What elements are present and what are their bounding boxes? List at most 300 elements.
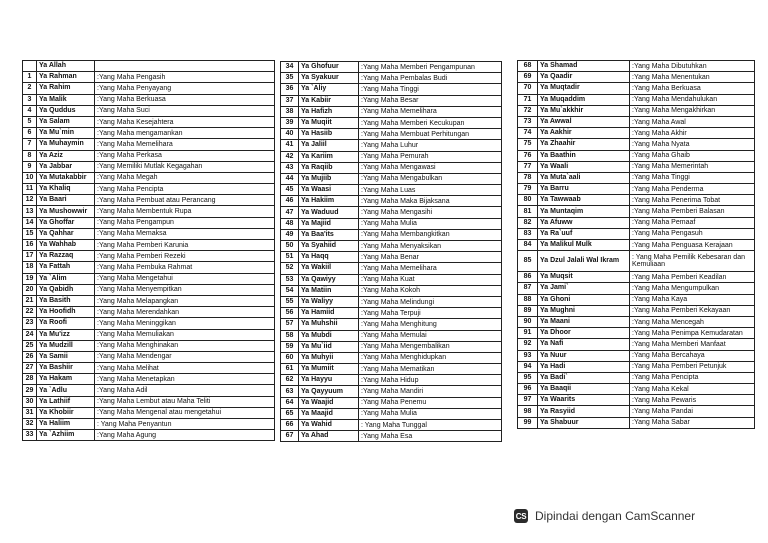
row-number: 25 [23,340,37,351]
table-row [518,150,755,161]
row-number: 89 [518,305,538,316]
row-number: 14 [23,217,37,228]
row-number: 64 [281,397,299,408]
asma-meaning: :Yang Maha Mengasihi [359,207,502,218]
asma-meaning: :Yang Memiliki Mutlak Kegagahan [95,161,275,172]
table-row [23,150,275,161]
asmaul-husna-table-3 [517,60,755,429]
asma-meaning: :Yang Maha Berkuasa [630,83,755,94]
asma-meaning: :Yang Maha Mengumpulkan [630,283,755,294]
asma-meaning: :Yang Maha Pemberi Karunia [95,240,275,251]
row-number: 45 [281,185,299,196]
asma-meaning: :Yang Maha Kuat [359,274,502,285]
table-row [518,139,755,150]
asma-name: Ya Hasiib [299,129,359,140]
asma-meaning: :Yang Maha Pengasuh [630,228,755,239]
asma-name: Ya Fattah [37,262,95,273]
row-number: 94 [518,361,538,372]
asma-name: Ya Nuur [538,350,630,361]
asma-name: Ya Muqaddim [538,94,630,105]
row-number: 95 [518,372,538,383]
asma-meaning: :Yang Maha Tinggi [359,84,502,95]
asma-name: Ya Qahhar [37,228,95,239]
row-number: 9 [23,161,37,172]
row-number: 24 [23,329,37,340]
asma-meaning: :Yang Maha Pemurah [359,151,502,162]
asma-meaning: :Yang Maha Memberi Manfaat [630,339,755,350]
row-number: 16 [23,240,37,251]
table-row [281,308,502,319]
asma-name: Ya Haliim [37,419,95,430]
table-row [281,162,502,173]
asma-name: Ya Qawiyy [299,274,359,285]
table-row [518,283,755,294]
row-number: 88 [518,294,538,305]
asma-name: Ya Qaadir [538,72,630,83]
row-number: 65 [281,408,299,419]
table-row [281,285,502,296]
asma-meaning: :Yang Maha Membuat Perhitungan [359,129,502,140]
asma-name: Ya Maani [538,316,630,327]
row-number: 61 [281,364,299,375]
camscanner-logo-icon: CS [514,509,528,523]
row-number: 10 [23,172,37,183]
asma-name: Ya Mu'izz [37,329,95,340]
row-number: 83 [518,228,538,239]
row-number: 33 [23,430,37,441]
asma-name: Ya Hamiid [299,308,359,319]
asma-name: Ya Qabidh [37,284,95,295]
asma-meaning: :Yang Maha Penyayang [95,83,275,94]
asma-meaning: :Yang Maha Memelihara [359,263,502,274]
asma-name: Ya Lathiif [37,396,95,407]
asma-meaning: :Yang Maha Melindungi [359,296,502,307]
table-row [281,274,502,285]
asma-meaning: :Yang Maha Mendahulukan [630,94,755,105]
table-row [23,251,275,262]
table-row [23,407,275,418]
table-row [518,372,755,383]
row-number: 1 [23,72,37,83]
asma-meaning: :Yang Maha Kekal [630,384,755,395]
asmaul-husna-table-1 [22,60,275,441]
table-row [518,240,755,251]
row-number: 30 [23,396,37,407]
asma-meaning: :Yang Maha Berkuasa [95,94,275,105]
asma-name: Ya Haqq [299,252,359,263]
asma-name: Ya Hakiim [299,196,359,207]
asma-name: Ya Waduud [299,207,359,218]
table-row [281,375,502,386]
asma-name: Ya Shamad [538,61,630,72]
asma-meaning: :Yang Maha Pewaris [630,395,755,406]
table-row [23,430,275,441]
asma-name: Ya `Aliy [299,84,359,95]
table-row [23,284,275,295]
asma-meaning: :Yang Maha Pembuat atau Perancang [95,195,275,206]
table-row [518,206,755,217]
asma-name: Ya `Azhiim [37,430,95,441]
asma-name: Ya Baaqii [538,384,630,395]
table-row [281,352,502,363]
asma-name: Ya Ghofuur [299,62,359,73]
asma-meaning: :Yang Maha Memerintah [630,161,755,172]
table-row [518,294,755,305]
asma-meaning: :Yang Maha Penerima Tobat [630,195,755,206]
table-row [281,185,502,196]
asma-meaning: :Yang Maha Pengampun [95,217,275,228]
row-number: 55 [281,296,299,307]
table-row [518,217,755,228]
row-number: 35 [281,73,299,84]
asma-meaning: :Yang Maha Terpuji [359,308,502,319]
row-number: 86 [518,272,538,283]
asma-name: Ya Hakam [37,374,95,385]
table-row [281,364,502,375]
asma-meaning: :Yang Maha Sabar [630,417,755,428]
asma-meaning: :Yang Maha Penguasa Kerajaan [630,240,755,251]
asma-name: Ya Waasi [299,185,359,196]
asma-name: Ya Wahhab [37,240,95,251]
row-number: 67 [281,431,299,442]
asma-meaning: :Yang Maha Melihat [95,363,275,374]
table-row [281,84,502,95]
asma-meaning: :Yang Maha Penderma [630,184,755,195]
row-number: 87 [518,283,538,294]
asma-name: Ya Baathin [538,150,630,161]
table-row [23,351,275,362]
asma-meaning: :Yang Maha Membentuk Rupa [95,206,275,217]
asma-name: Ya Qayyuum [299,386,359,397]
table-row [281,263,502,274]
asma-name: Ya Muhshii [299,319,359,330]
asma-meaning: :Yang Maha Adil [95,385,275,396]
asma-meaning: :Yang Maha Nyata [630,139,755,150]
table-row [23,262,275,273]
asma-meaning: :Yang Maha Besar [359,95,502,106]
asma-name: Ya Hoofidh [37,307,95,318]
asma-name: Ya Hafizh [299,106,359,117]
asma-name: Ya Mudzill [37,340,95,351]
asma-name: Ya Muta`aali [538,172,630,183]
asma-name: Ya Waliyy [299,296,359,307]
asma-meaning: :Yang Maha Hidup [359,375,502,386]
asma-name: Ya Ghoni [538,294,630,305]
row-number: 80 [518,195,538,206]
asma-name: Ya Badi` [538,372,630,383]
row-number: 85 [518,251,538,272]
asma-meaning: :Yang Maha Mengenal atau mengetahui [95,407,275,418]
table-row [518,350,755,361]
table-row [281,408,502,419]
row-number: 57 [281,319,299,330]
row-number: 17 [23,251,37,262]
table-row [281,241,502,252]
asma-meaning: :Yang Maha Menyaksikan [359,241,502,252]
asma-name: Ya Jabbar [37,161,95,172]
row-number: 53 [281,274,299,285]
row-number: 40 [281,129,299,140]
row-number: 27 [23,363,37,374]
row-number: 43 [281,162,299,173]
asma-meaning: :Yang Maha Pandai [630,406,755,417]
table-row [518,105,755,116]
table-row [518,116,755,127]
asma-name: Ya Baari [37,195,95,206]
asma-name: Ya Muntaqim [538,206,630,217]
asma-meaning: :Yang Maha Memelihara [359,106,502,117]
asma-name: Ya Khaliq [37,184,95,195]
asma-meaning: :Yang Maha Kaya [630,294,755,305]
asma-meaning: :Yang Maha Mencegah [630,316,755,327]
asma-meaning: :Yang Maha Pemberi Keadilan [630,272,755,283]
asma-meaning: :Yang Maha Menghinakan [95,340,275,351]
asma-meaning: :Yang Maha Memberi Pengampunan [359,62,502,73]
row-number: 39 [281,117,299,128]
row-number [23,61,37,72]
asma-name: Ya Dzul Jalali Wal Ikram [538,251,630,272]
asma-name: Ya Bashiir [37,363,95,374]
asma-name: Ya Hadi [538,361,630,372]
table-row [281,73,502,84]
row-number: 58 [281,330,299,341]
row-number: 42 [281,151,299,162]
row-number: 52 [281,263,299,274]
table-row [518,83,755,94]
asma-name: Ya Muhyii [299,352,359,363]
row-number: 13 [23,206,37,217]
asma-meaning: :Yang Maha Mengabulkan [359,173,502,184]
asma-name: Ya Jami` [538,283,630,294]
row-number: 5 [23,116,37,127]
table-row [518,251,755,272]
table-row [281,341,502,352]
asma-name: Ya Raqiib [299,162,359,173]
asma-meaning: :Yang Maha Pemberi Rezeki [95,251,275,262]
table-row [281,229,502,240]
row-number: 37 [281,95,299,106]
table-row [23,329,275,340]
row-number: 3 [23,94,37,105]
asma-name: Ya Jaliil [299,140,359,151]
asma-name: Ya Ghoffar [37,217,95,228]
row-number: 63 [281,386,299,397]
asma-name: Ya Matiin [299,285,359,296]
table-row [518,406,755,417]
row-number: 20 [23,284,37,295]
row-number: 82 [518,217,538,228]
asma-name: Ya Wakiil [299,263,359,274]
row-number: 29 [23,385,37,396]
asma-meaning: :Yang Maha Kesejahtera [95,116,275,127]
asma-meaning: :Yang Maha Pencipta [630,372,755,383]
asma-meaning: :Yang Maha Meninggikan [95,318,275,329]
asma-meaning: : Yang Maha Penyantun [95,419,275,430]
table-row [518,94,755,105]
asma-meaning: :Yang Maha Mengakhirkan [630,105,755,116]
asma-name: Ya Mushowwir [37,206,95,217]
row-number: 21 [23,295,37,306]
asma-meaning: :Yang Maha Memulai [359,330,502,341]
row-number: 78 [518,172,538,183]
asma-meaning [95,61,275,72]
asma-name: Ya Baa'its [299,229,359,240]
table-row [281,296,502,307]
asma-name: Ya Basith [37,295,95,306]
asma-name: Ya Allah [37,61,95,72]
asma-name: Ya Syakuur [299,73,359,84]
row-number: 76 [518,150,538,161]
table-row [23,363,275,374]
asma-name: Ya Maajid [299,408,359,419]
table-row [518,172,755,183]
asma-name: Ya Rasyiid [538,406,630,417]
table-row [281,106,502,117]
row-number: 59 [281,341,299,352]
asma-name: Ya Kariim [299,151,359,162]
asma-meaning: :Yang Maha Mendengar [95,351,275,362]
table-row [518,72,755,83]
asma-meaning: :Yang Maha Menghidupkan [359,352,502,363]
asma-name: Ya Malikul Mulk [538,240,630,251]
table-row [518,228,755,239]
asma-meaning: :Yang Maha Penemu [359,397,502,408]
asma-name: Ya Zhaahir [538,139,630,150]
asma-meaning: :Yang Maha Benar [359,252,502,263]
asma-name: Ya Mumiit [299,364,359,375]
asma-name: Ya Hayyu [299,375,359,386]
asma-name: Ya Samii [37,351,95,362]
row-number: 32 [23,419,37,430]
row-number: 47 [281,207,299,218]
table-row [281,95,502,106]
row-number: 51 [281,252,299,263]
asma-meaning: :Yang Maha Melapangkan [95,295,275,306]
table-row [23,340,275,351]
row-number: 97 [518,395,538,406]
asma-meaning: :Yang Maha Luhur [359,140,502,151]
table-row [518,339,755,350]
row-number: 74 [518,128,538,139]
asma-meaning: :Yang Maha Pemberi Balasan [630,206,755,217]
table-row [281,117,502,128]
table-row [281,319,502,330]
row-number: 62 [281,375,299,386]
asma-name: Ya Mu`min [37,128,95,139]
table-row [518,316,755,327]
row-number: 90 [518,316,538,327]
row-number: 96 [518,384,538,395]
asma-meaning: :Yang Maha Lembut atau Maha Teliti [95,396,275,407]
row-number: 50 [281,241,299,252]
table-row [518,417,755,428]
table-row [281,431,502,442]
row-number: 72 [518,105,538,116]
row-number: 93 [518,350,538,361]
row-number: 36 [281,84,299,95]
asma-name: Ya `Alim [37,273,95,284]
row-number: 99 [518,417,538,428]
asma-name: Ya Wahid [299,420,359,431]
row-number: 68 [518,61,538,72]
asma-meaning: :Yang Maha Bercahaya [630,350,755,361]
asma-meaning: :Yang Maha Pembuka Rahmat [95,262,275,273]
table-row [23,83,275,94]
asma-meaning: :Yang Maha Awal [630,116,755,127]
table-row [23,172,275,183]
table-row [23,374,275,385]
table-row [518,128,755,139]
asma-meaning: :Yang Maha Akhir [630,128,755,139]
table-row [23,161,275,172]
table-row [281,420,502,431]
asma-meaning: :Yang Maha Memaksa [95,228,275,239]
asma-name: Ya Mu`akkhir [538,105,630,116]
table-row [23,61,275,72]
table-row [281,129,502,140]
row-number: 77 [518,161,538,172]
table-row [23,307,275,318]
table-row [281,397,502,408]
row-number: 70 [518,83,538,94]
table-row [23,217,275,228]
table-row [518,61,755,72]
table-row [23,206,275,217]
row-number: 71 [518,94,538,105]
table-row [23,116,275,127]
asma-meaning: :Yang Maha Dibutuhkan [630,61,755,72]
row-number: 79 [518,184,538,195]
row-number: 46 [281,196,299,207]
asma-name: Ya Tawwaab [538,195,630,206]
asma-name: Ya Shabuur [538,417,630,428]
asma-meaning: :Yang Maha Maka Bijaksana [359,196,502,207]
row-number: 19 [23,273,37,284]
asma-name: Ya Nafi [538,339,630,350]
asma-name: Ya Muqiit [299,117,359,128]
asma-meaning: :Yang Maha Menentukan [630,72,755,83]
row-number: 41 [281,140,299,151]
asma-meaning: : Yang Maha Tunggal [359,420,502,431]
asma-meaning: :Yang Maha Mengawasi [359,162,502,173]
table-row [518,184,755,195]
table-row [281,140,502,151]
asma-meaning: : Yang Maha Pemilik Kebesaran dan Kemuliaan [630,251,755,272]
asma-meaning: :Yang Maha Penimpa Kemudaratan [630,328,755,339]
asma-name: Ya Mubdi [299,330,359,341]
asma-name: Ya Khobiir [37,407,95,418]
table-row [518,195,755,206]
table-row [23,419,275,430]
row-number: 6 [23,128,37,139]
table-row [518,272,755,283]
row-number: 4 [23,105,37,116]
asma-name: Ya `Adlu [37,385,95,396]
asma-meaning: :Yang Maha Suci [95,105,275,116]
table-row [23,195,275,206]
row-number: 75 [518,139,538,150]
row-number: 84 [518,240,538,251]
row-number: 48 [281,218,299,229]
row-number: 31 [23,407,37,418]
table-row [23,184,275,195]
asma-name: Ya Ra`uuf [538,228,630,239]
asma-name: Ya Afuww [538,217,630,228]
asma-meaning: :Yang Maha Menghitung [359,319,502,330]
asma-name: Ya Majiid [299,218,359,229]
asma-name: Ya Aakhir [538,128,630,139]
row-number: 49 [281,229,299,240]
